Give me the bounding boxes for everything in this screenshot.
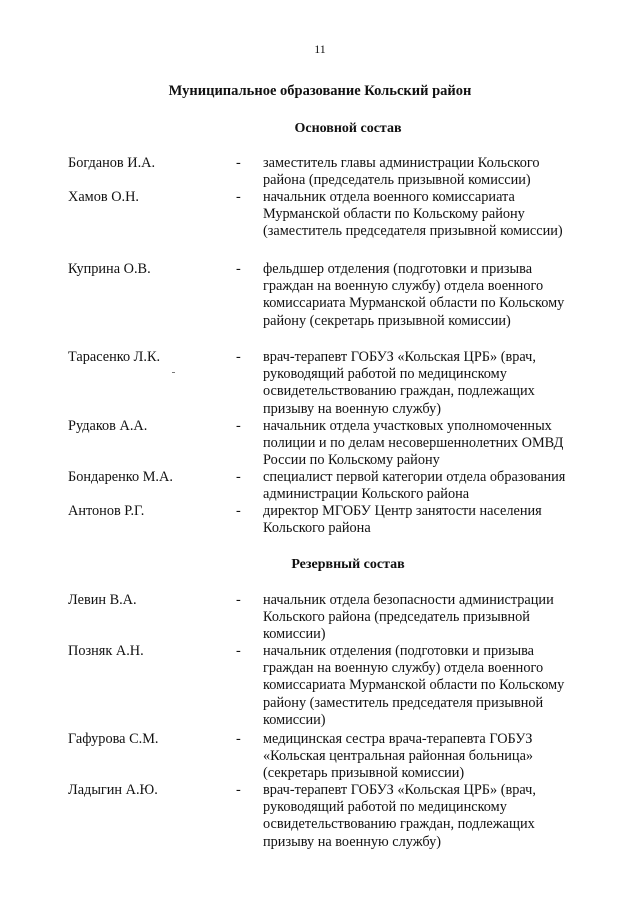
member-name: Левин В.А. <box>68 592 137 608</box>
document-title: Муниципальное образование Кольский район <box>168 83 472 99</box>
member-role: начальник отдела военного комиссариата Мурманской области по Кольскому району (заместитель председателя призывной комиссии) <box>263 189 563 240</box>
dash: - <box>236 592 241 608</box>
member-role: директор МГОБУ Центр занятости населения Кольского района <box>263 503 542 537</box>
member-role: начальник отдела участковых уполномоченных полиции и по делам несовершеннолетних ОМВД России по Кольскому району <box>263 418 564 469</box>
member-role: врач-терапевт ГОБУЗ «Кольская ЦРБ» (врач, руководящий работой по медицинскому освидетельствованию граждан, подлежащих призыву на военную службу) <box>263 782 536 850</box>
member-name: Рудаков А.А. <box>68 418 148 434</box>
member-name: Позняк А.Н. <box>68 643 144 659</box>
dash: - <box>236 643 241 659</box>
member-role: заместитель главы администрации Кольского района (председатель призывной комиссии) <box>263 155 540 189</box>
dash: - <box>236 349 241 365</box>
member-role: начальник отдела безопасности администрации Кольского района (председатель призывной комиссии) <box>263 592 554 643</box>
dash: - <box>236 155 241 171</box>
member-name: Куприна О.В. <box>68 261 151 277</box>
dash: - <box>236 782 241 798</box>
dash: - <box>236 469 241 485</box>
dash: - <box>236 418 241 434</box>
dash: - <box>236 261 241 277</box>
dash: - <box>236 503 241 519</box>
dash: - <box>236 189 241 205</box>
dash: - <box>236 731 241 747</box>
member-name: Хамов О.Н. <box>68 189 139 205</box>
member-name: Тарасенко Л.К. <box>68 349 161 365</box>
member-name: Бондаренко М.А. <box>68 469 173 485</box>
member-name: Гафурова С.М. <box>68 731 159 747</box>
member-name: Ладыгин А.Ю. <box>68 782 158 798</box>
main-composition-heading: Основной состав <box>294 121 402 136</box>
member-role: врач-терапевт ГОБУЗ «Кольская ЦРБ» (врач, руководящий работой по медицинскому освидетельствованию граждан, подлежащих призыву на военную службу) <box>263 349 536 417</box>
member-name: Богданов И.А. <box>68 155 156 171</box>
member-role: фельдшер отделения (подготовки и призыва граждан на военную службу) отдела военного комиссариата Мурманской области по Кольскому району (секретарь призывной комиссии) <box>263 261 565 329</box>
scan-artifact <box>172 372 175 373</box>
member-role: специалист первой категории отдела образования администрации Кольского района <box>263 469 566 503</box>
member-role: медицинская сестра врача-терапевта ГОБУЗ «Кольская центральная районная больница» (секретарь призывной комиссии) <box>263 731 534 782</box>
member-role: начальник отделения (подготовки и призыва граждан на военную службу) отдела военного комиссариата Мурманской области по Кольскому району (заместитель председателя призывной комиссии) <box>263 643 565 728</box>
member-name: Антонов Р.Г. <box>68 503 145 519</box>
reserve-composition-heading: Резервный состав <box>291 557 405 572</box>
page-number: 11 <box>314 42 326 56</box>
